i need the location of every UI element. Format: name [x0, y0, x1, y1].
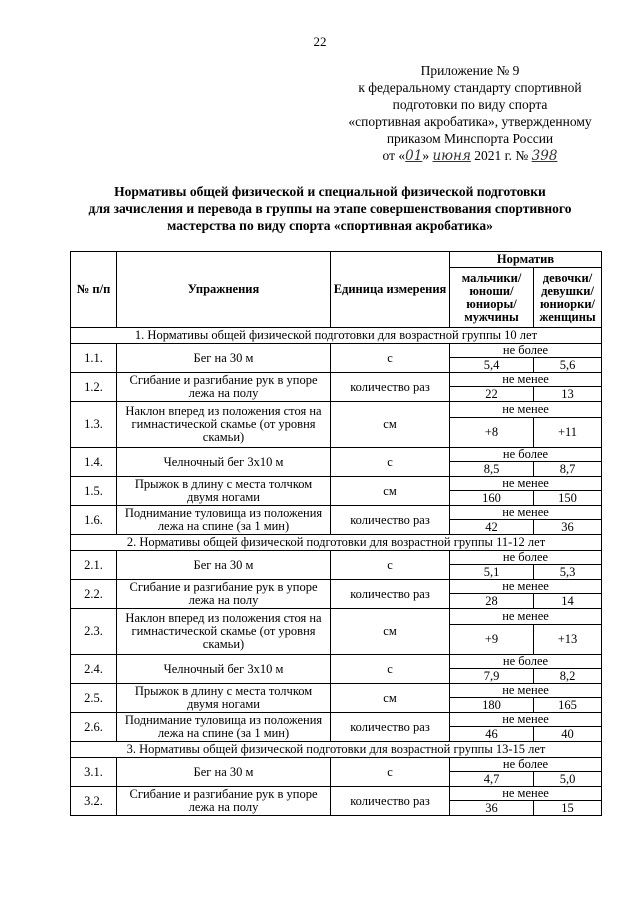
row-condition: не менее: [450, 580, 602, 594]
row-condition: не менее: [450, 684, 602, 698]
row-num: 1.1.: [71, 344, 117, 373]
appendix-line: подготовки по виду спорта: [392, 97, 548, 112]
table-row: [71, 477, 602, 491]
table-row: [71, 758, 602, 772]
norms-table: [70, 251, 602, 816]
table-row: [71, 402, 602, 418]
row-condition: не более: [450, 344, 602, 358]
row-unit: количество раз: [331, 373, 450, 402]
row-condition: не более: [450, 758, 602, 772]
table-row: [71, 344, 602, 358]
row-boys-value: +9: [450, 625, 534, 655]
row-boys-value: 5,4: [450, 358, 534, 373]
row-exercise: Поднимание туловища из положения лежа на спине (за 1 мин): [117, 713, 331, 742]
row-unit: см: [331, 402, 450, 448]
table-row: [71, 684, 602, 698]
row-girls-value: 15: [534, 801, 602, 816]
appendix-line: Приложение № 9: [420, 63, 520, 78]
row-exercise: Прыжок в длину с места толчком двумя ногами: [117, 684, 331, 713]
row-girls-value: +13: [534, 625, 602, 655]
row-boys-value: 42: [450, 520, 534, 535]
row-condition: не более: [450, 551, 602, 565]
appendix-line: к федеральному стандарту спортивной: [358, 80, 582, 95]
row-num: 2.4.: [71, 655, 117, 684]
row-condition: не менее: [450, 609, 602, 625]
row-boys-value: 36: [450, 801, 534, 816]
row-condition: не менее: [450, 373, 602, 387]
header-boys: мальчики/ юноши/ юниоры/ мужчины: [450, 268, 534, 328]
row-unit: количество раз: [331, 506, 450, 535]
table-row: [71, 787, 602, 801]
row-exercise: Наклон вперед из положения стоя на гимнастической скамье (от уровня скамьи): [117, 402, 331, 448]
row-girls-value: 8,7: [534, 462, 602, 477]
row-exercise: Сгибание и разгибание рук в упоре лежа на полу: [117, 373, 331, 402]
row-condition: не более: [450, 448, 602, 462]
row-girls-value: 13: [534, 387, 602, 402]
row-unit: количество раз: [331, 580, 450, 609]
appendix-line: «спортивная акробатика», утвержденному: [348, 114, 592, 129]
row-girls-value: 5,3: [534, 565, 602, 580]
header-norm: Норматив: [450, 252, 602, 268]
table-row: [71, 448, 602, 462]
row-exercise: Наклон вперед из положения стоя на гимнастической скамье (от уровня скамьи): [117, 609, 331, 655]
row-num: 2.2.: [71, 580, 117, 609]
header-exercise: Упражнения: [117, 252, 331, 328]
handwritten-number: 398: [531, 148, 558, 164]
row-unit: с: [331, 551, 450, 580]
row-num: 2.5.: [71, 684, 117, 713]
row-unit: см: [331, 684, 450, 713]
row-unit: с: [331, 448, 450, 477]
row-num: 1.5.: [71, 477, 117, 506]
row-unit: см: [331, 609, 450, 655]
row-exercise: Челночный бег 3х10 м: [117, 655, 331, 684]
document-title: Нормативы общей физической и специальной физической подготовки для зачисления и перевода в группы на этапе совершенствования спортивного мастерства по виду спорта «спортивная акробатика»: [88, 184, 572, 233]
row-num: 2.3.: [71, 609, 117, 655]
header-girls: девочки/ девушки/ юниорки/ женщины: [534, 268, 602, 328]
handwritten-day: 01: [405, 148, 423, 164]
row-condition: не менее: [450, 713, 602, 727]
row-girls-value: 5,6: [534, 358, 602, 373]
row-exercise: Поднимание туловища из положения лежа на спине (за 1 мин): [117, 506, 331, 535]
table-row: [71, 373, 602, 387]
row-girls-value: 14: [534, 594, 602, 609]
row-girls-value: 8,2: [534, 669, 602, 684]
page-number: 22: [313, 34, 327, 49]
row-unit: с: [331, 758, 450, 787]
header-num: № п/п: [71, 252, 117, 328]
row-exercise: Прыжок в длину с места толчком двумя ногами: [117, 477, 331, 506]
table-row: [71, 506, 602, 520]
appendix-line: приказом Минспорта России: [386, 131, 554, 146]
header-unit: Единица измерения: [331, 252, 450, 328]
row-girls-value: 40: [534, 727, 602, 742]
row-unit: количество раз: [331, 787, 450, 816]
row-condition: не менее: [450, 477, 602, 491]
row-condition: не более: [450, 655, 602, 669]
section-title: 3. Нормативы общей физической подготовки для возрастной группы 13-15 лет: [71, 742, 602, 758]
row-boys-value: 4,7: [450, 772, 534, 787]
row-condition: не менее: [450, 787, 602, 801]
row-boys-value: 180: [450, 698, 534, 713]
row-condition: не менее: [450, 506, 602, 520]
row-num: 1.6.: [71, 506, 117, 535]
row-num: 3.2.: [71, 787, 117, 816]
row-girls-value: +11: [534, 418, 602, 448]
table-row: [71, 609, 602, 625]
row-boys-value: 7,9: [450, 669, 534, 684]
section-title: 2. Нормативы общей физической подготовки для возрастной группы 11-12 лет: [71, 535, 602, 551]
row-exercise: Бег на 30 м: [117, 344, 331, 373]
row-num: 2.6.: [71, 713, 117, 742]
row-girls-value: 150: [534, 491, 602, 506]
row-boys-value: 28: [450, 594, 534, 609]
row-boys-value: 22: [450, 387, 534, 402]
row-boys-value: 5,1: [450, 565, 534, 580]
table-row: [71, 551, 602, 565]
row-num: 3.1.: [71, 758, 117, 787]
row-boys-value: 8,5: [450, 462, 534, 477]
row-boys-value: 160: [450, 491, 534, 506]
row-exercise: Бег на 30 м: [117, 758, 331, 787]
appendix-block: [335, 62, 605, 165]
table-row: [71, 580, 602, 594]
row-girls-value: 165: [534, 698, 602, 713]
row-condition: не менее: [450, 402, 602, 418]
row-unit: см: [331, 477, 450, 506]
row-boys-value: +8: [450, 418, 534, 448]
row-boys-value: 46: [450, 727, 534, 742]
row-exercise: Челночный бег 3х10 м: [117, 448, 331, 477]
row-num: 1.2.: [71, 373, 117, 402]
row-num: 1.4.: [71, 448, 117, 477]
row-girls-value: 5,0: [534, 772, 602, 787]
row-num: 2.1.: [71, 551, 117, 580]
row-unit: количество раз: [331, 713, 450, 742]
row-num: 1.3.: [71, 402, 117, 448]
row-unit: с: [331, 655, 450, 684]
row-unit: с: [331, 344, 450, 373]
appendix-date: от «01» июня 2021 г. № 398: [382, 148, 558, 164]
handwritten-month: июня: [432, 148, 471, 164]
row-exercise: Бег на 30 м: [117, 551, 331, 580]
row-exercise: Сгибание и разгибание рук в упоре лежа на полу: [117, 787, 331, 816]
row-exercise: Сгибание и разгибание рук в упоре лежа на полу: [117, 580, 331, 609]
row-girls-value: 36: [534, 520, 602, 535]
section-title: 1. Нормативы общей физической подготовки для возрастной группы 10 лет: [71, 328, 602, 344]
table-row: [71, 655, 602, 669]
table-row: [71, 713, 602, 727]
